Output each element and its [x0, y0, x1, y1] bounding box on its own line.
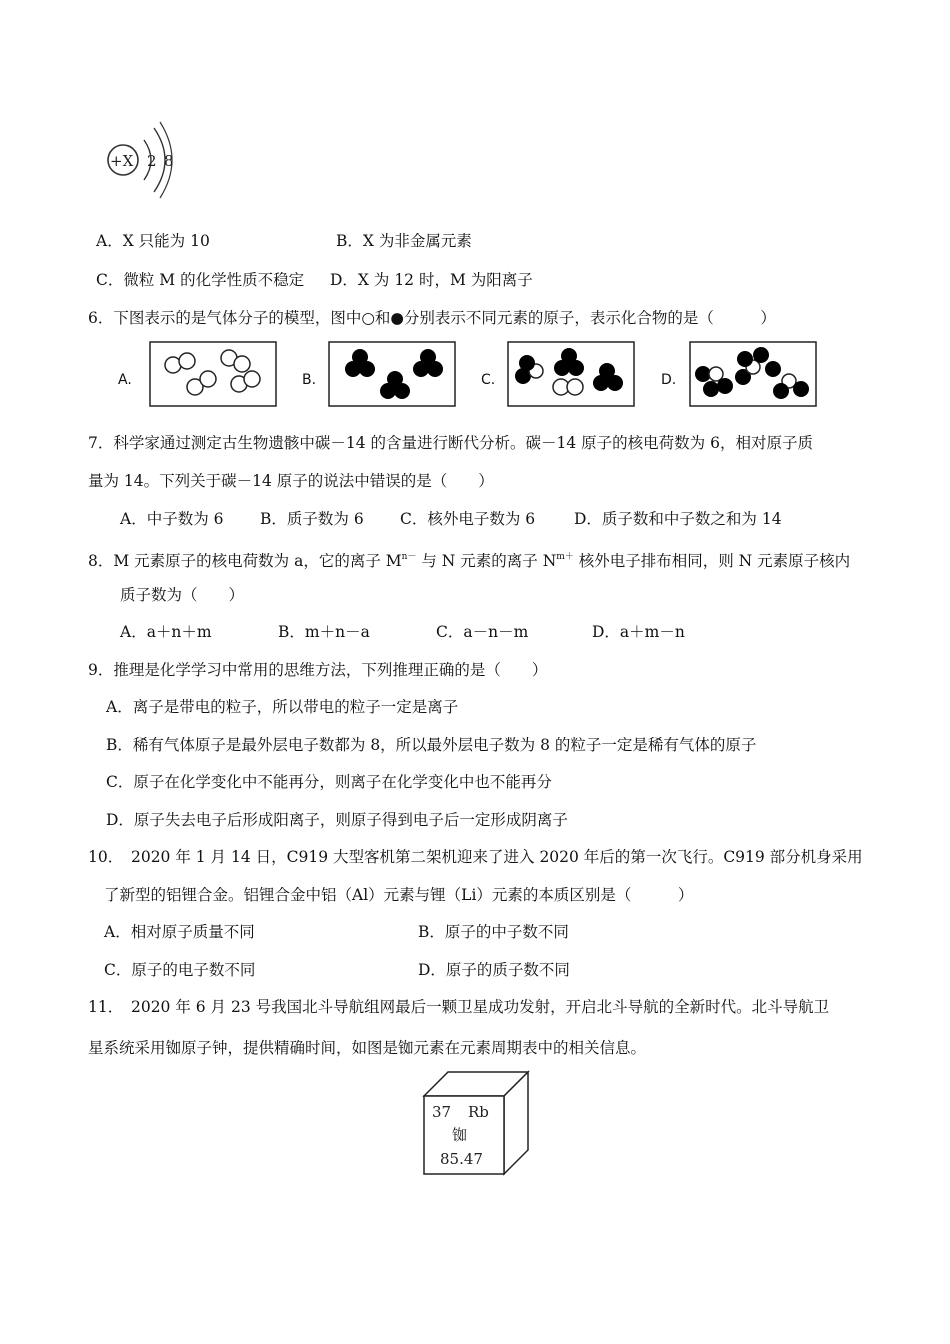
- element-mass: 85.47: [440, 1150, 483, 1168]
- q8-option-c: C．a－n－m: [436, 623, 529, 641]
- q10-line2: 了新型的铝锂合金。铝锂合金中铝（Al）元素与锂（Li）元素的本质区别是（ ）: [104, 886, 694, 904]
- shell2-count: 8: [164, 152, 174, 170]
- q8-option-a: A．a＋n＋m: [120, 623, 212, 641]
- q9-stem: 9．推理是化学学习中常用的思维方法，下列推理正确的是（ ）: [88, 661, 548, 679]
- q9-option-d: D．原子失去电子后形成阳离子，则原子得到电子后一定形成阴离子: [106, 811, 568, 829]
- q9-option-b: B．稀有气体原子是最外层电子数都为 8，所以最外层电子数为 8 的粒子一定是稀有气体的原子: [106, 736, 757, 754]
- q10-option-b: B．原子的中子数不同: [418, 923, 569, 941]
- q6-label-c: C.: [481, 372, 496, 388]
- q8-option-d: D．a＋m－n: [592, 623, 685, 641]
- q6-box-d: [689, 341, 817, 407]
- nucleus-label: +X: [110, 152, 134, 170]
- q8-sup-nm: m＋: [556, 552, 574, 562]
- element-cell-rubidium: [418, 1068, 534, 1178]
- q7-option-d: D．质子数和中子数之和为 14: [574, 510, 782, 528]
- q9-option-a: A．离子是带电的粒子，所以带电的粒子一定是离子: [106, 698, 459, 716]
- q6-box-a: [149, 341, 277, 407]
- q6-stem: 6．下图表示的是气体分子的模型，图中○和●分别表示不同元素的原子，表示化合物的是（ ）: [88, 309, 776, 327]
- q7-option-a: A．中子数为 6: [120, 510, 224, 528]
- q6-box-c: [507, 341, 635, 407]
- element-symbol: Rb: [468, 1103, 489, 1121]
- q5-option-b: B．X 为非金属元素: [336, 232, 472, 250]
- q8-line1-a: 8．M 元素原子的核电荷数为 a，它的离子 M: [88, 552, 402, 570]
- q8-line1-c: 核外电子排布相同，则 N 元素原子核内: [573, 552, 851, 570]
- q8-option-b: B．m＋n－a: [278, 623, 370, 641]
- element-atomic-number: 37: [432, 1103, 452, 1121]
- q10-line1: 10． 2020 年 1 月 14 日，C919 大型客机第二架机迎来了进入 2020 年后的第一次飞行。C919 部分机身采用: [88, 848, 863, 866]
- q5-option-a: A．X 只能为 10: [96, 232, 210, 250]
- q7-option-c: C．核外电子数为 6: [400, 510, 536, 528]
- q7-line1: 7．科学家通过测定古生物遗骸中碳－14 的含量进行断代分析。碳－14 原子的核电荷数为 6，相对原子质: [88, 434, 813, 452]
- q6-box-b: [328, 341, 456, 407]
- q10-option-c: C．原子的电子数不同: [104, 961, 256, 979]
- q6-label-b: B.: [302, 372, 317, 388]
- q11-line2: 星系统采用铷原子钟，提供精确时间，如图是铷元素在元素周期表中的相关信息。: [88, 1039, 647, 1057]
- q10-option-a: A．相对原子质量不同: [104, 923, 255, 941]
- q5-option-d: D．X 为 12 时，M 为阳离子: [330, 271, 533, 289]
- q8-sup-mn: n－: [401, 552, 417, 562]
- q5-option-c: C．微粒 M 的化学性质不稳定: [96, 271, 305, 289]
- q6-label-a: A.: [118, 372, 132, 388]
- q10-option-d: D．原子的质子数不同: [418, 961, 570, 979]
- q8-line1-b: 与 N 元素的离子 N: [416, 552, 557, 570]
- shell1-count: 2: [147, 152, 157, 170]
- q9-option-c: C．原子在化学变化中不能再分，则离子在化学变化中也不能再分: [106, 773, 552, 791]
- q7-option-b: B．质子数为 6: [260, 510, 364, 528]
- q11-line1: 11． 2020 年 6 月 23 号我国北斗导航组网最后一颗卫星成功发射，开启北斗导航的全新时代。北斗导航卫: [88, 998, 830, 1016]
- q7-line2: 量为 14。下列关于碳－14 原子的说法中错误的是（ ）: [88, 472, 494, 490]
- q8-line1: [88, 547, 850, 571]
- q6-label-d: D.: [661, 372, 677, 388]
- atomic-structure-diagram: [100, 118, 190, 204]
- q8-line2: 质子数为（ ）: [120, 586, 245, 604]
- element-name: 铷: [452, 1126, 468, 1144]
